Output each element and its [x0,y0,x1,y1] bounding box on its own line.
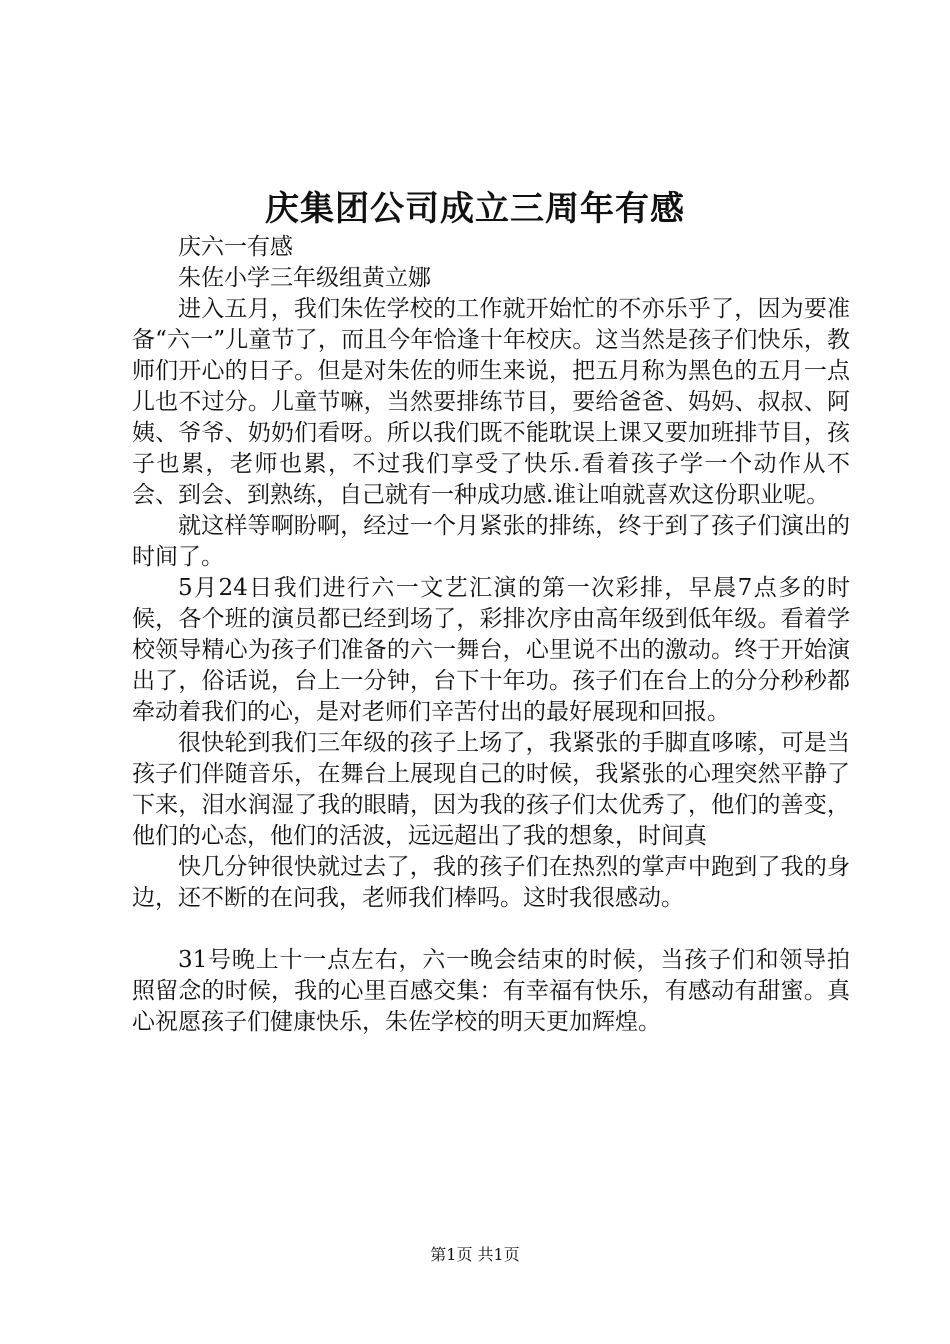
subtitle-line: 庆六一有感 [178,234,293,260]
page-footer: 第1页 共1页 [430,1245,520,1264]
document-body [132,232,850,1038]
body-paragraph: 进入五月，我们朱佐学校的工作就开始忙的不亦乐乎了，因为要准备“六一”儿童节了，而且今年恰逢十年校庆。这当然是孩子们快乐，教师们开心的日子。但是对朱佐的师生来说，把五月称为黑色的五月一点儿也不过分。儿童节嘛，当然要排练节目，要给爸爸、妈妈、叔叔、阿姨、爷爷、奶奶们看呀。所以我们既不能耽误上课又要加班排节目，孩子也累，老师也累，不过我们享受了快乐.看着孩子学一个动作从不会、到会、到熟练，自己就有一种成功感.谁让咱就喜欢这份职业呢。 [132,296,850,508]
document-title: 庆集团公司成立三周年有感 [265,189,685,229]
body-paragraph: 就这样等啊盼啊，经过一个月紧张的排练，终于到了孩子们演出的时间了。 [132,513,850,570]
body-paragraph: 31号晚上十一点左右，六一晚会结束的时候，当孩子们和领导拍照留念的时候，我的心里百感交集：有幸福有快乐，有感动有甜蜜。真心祝愿孩子们健康快乐，朱佐学校的明天更加辉煌。 [132,947,850,1035]
body-paragraph: 很快轮到我们三年级的孩子上场了，我紧张的手脚直哆嗦，可是当孩子们伴随音乐，在舞台上展现自己的时候，我紧张的心理突然平静了下来，泪水润湿了我的眼睛，因为我的孩子们太优秀了，他们的善变，他们的心态，他们的活波，远远超出了我的想象，时间真 [132,730,850,849]
paragraph-spacer [132,914,850,945]
author-line: 朱佐小学三年级组黄立娜 [178,265,431,291]
body-paragraph: 快几分钟很快就过去了，我的孩子们在热烈的掌声中跑到了我的身边，还不断的在问我，老师我们棒吗。这时我很感动。 [132,854,850,911]
body-paragraph: 5月24日我们进行六一文艺汇演的第一次彩排，早晨7点多的时候，各个班的演员都已经到场了，彩排次序由高年级到低年级。看着学校领导精心为孩子们准备的六一舞台，心里说不出的激动。终于开始演出了，俗话说，台上一分钟，台下十年功。孩子们在台上的分分秒秒都牵动着我们的心，是对老师们辛苦付出的最好展现和回报。 [132,575,850,725]
